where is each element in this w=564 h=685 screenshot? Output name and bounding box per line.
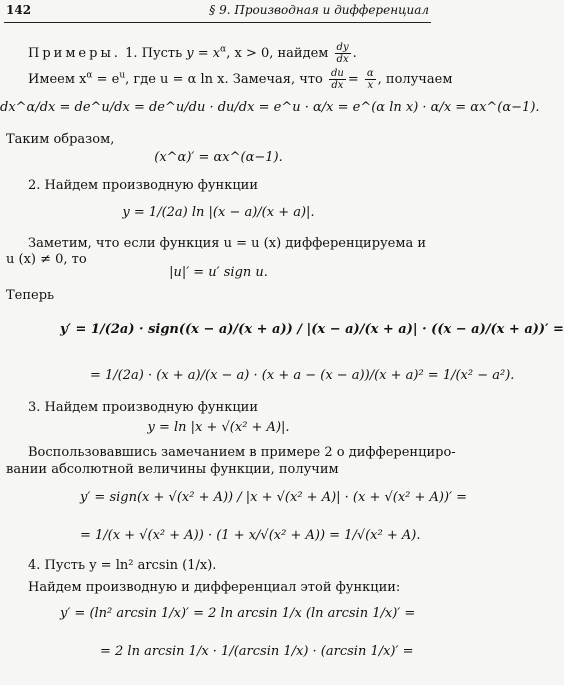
ex3-note2: вании абсолютной величины функции, получим	[6, 462, 339, 477]
ex4-intro: 4. Пусть y = ln² arcsin (1/x).	[28, 558, 217, 573]
ex2-rule: |u|′ = u′ sign u.	[169, 265, 268, 280]
ex2-now: Теперь	[6, 288, 55, 303]
ex3-func: y = ln |x + √(x² + A)|.	[147, 420, 290, 435]
ex2-note1: Заметим, что если функция u = u (x) дифференцируема и	[28, 236, 427, 251]
ex1-chain-formula: dx^α/dx = de^u/dx = de^u/du · du/dx = e^u · α/x = e^(α ln x) · α/x = αx^(α−1).	[0, 100, 540, 115]
ex4-calc-line2: = 2 ln arcsin 1/x · 1/(arcsin 1/x) · (arcsin 1/x)′ =	[100, 644, 414, 659]
header-rule	[4, 22, 431, 23]
ex4-note: Найдем производную и дифференциал этой функции:	[28, 580, 401, 595]
ex1-result: (x^α)′ = αx^(α−1).	[154, 150, 283, 165]
page-number: 142	[6, 3, 32, 17]
ex3-note1: Воспользовавшись замечанием в примере 2 о дифференциро-	[28, 445, 456, 460]
ex2-func: y = 1/(2a) ln |(x − a)/(x + a)|.	[122, 205, 315, 220]
ex4-calc-line1: y′ = (ln² arcsin 1/x)′ = 2 ln arcsin 1/x (ln arcsin 1/x)′ =	[60, 606, 416, 621]
ex1-line1: Примеры. 1. Пусть $y = x^\alpha$, x > 0, найдем $\frac{dy}{dx}$ .	[28, 42, 357, 65]
ex1-dydx: $\frac{dy}{dx}$	[336, 42, 349, 65]
ex3-calc-line2: = 1/(x + √(x² + A)) · (1 + x/√(x² + A)) = 1/√(x² + A).	[80, 528, 421, 543]
running-title: § 9. Производная и дифференциал	[209, 3, 429, 17]
ex2-calc-line2: = 1/(2a) · (x + a)/(x − a) · (x + a − (x − a))/(x + a)² = 1/(x² − a²).	[90, 368, 515, 383]
ex2-calc-line1: y′ = 1/(2a) · sign((x − a)/(x + a)) / |(x − a)/(x + a)| · ((x − a)/(x + a))′ =	[60, 322, 564, 337]
ex1-line2: Имеем $x^\alpha = e^u$, где u = α ln x. Замечая, что $\frac{du}{dx}$ = $\frac{\alpha}{x}$ , получаем	[28, 68, 453, 91]
ex1-func: y = x	[186, 46, 221, 61]
examples-heading: Примеры.	[28, 46, 121, 61]
ex2-note2: u (x) ≠ 0, то	[6, 252, 87, 267]
ex1-thus: Таким образом,	[6, 132, 115, 147]
ex3-intro: 3. Найдем производную функции	[28, 400, 259, 415]
ex1-intro: 1. Пусть	[125, 46, 183, 61]
ex3-calc-line1: y′ = sign(x + √(x² + A)) / |x + √(x² + A)| · (x + √(x² + A))′ =	[80, 490, 468, 505]
ex2-intro: 2. Найдем производную функции	[28, 178, 259, 193]
